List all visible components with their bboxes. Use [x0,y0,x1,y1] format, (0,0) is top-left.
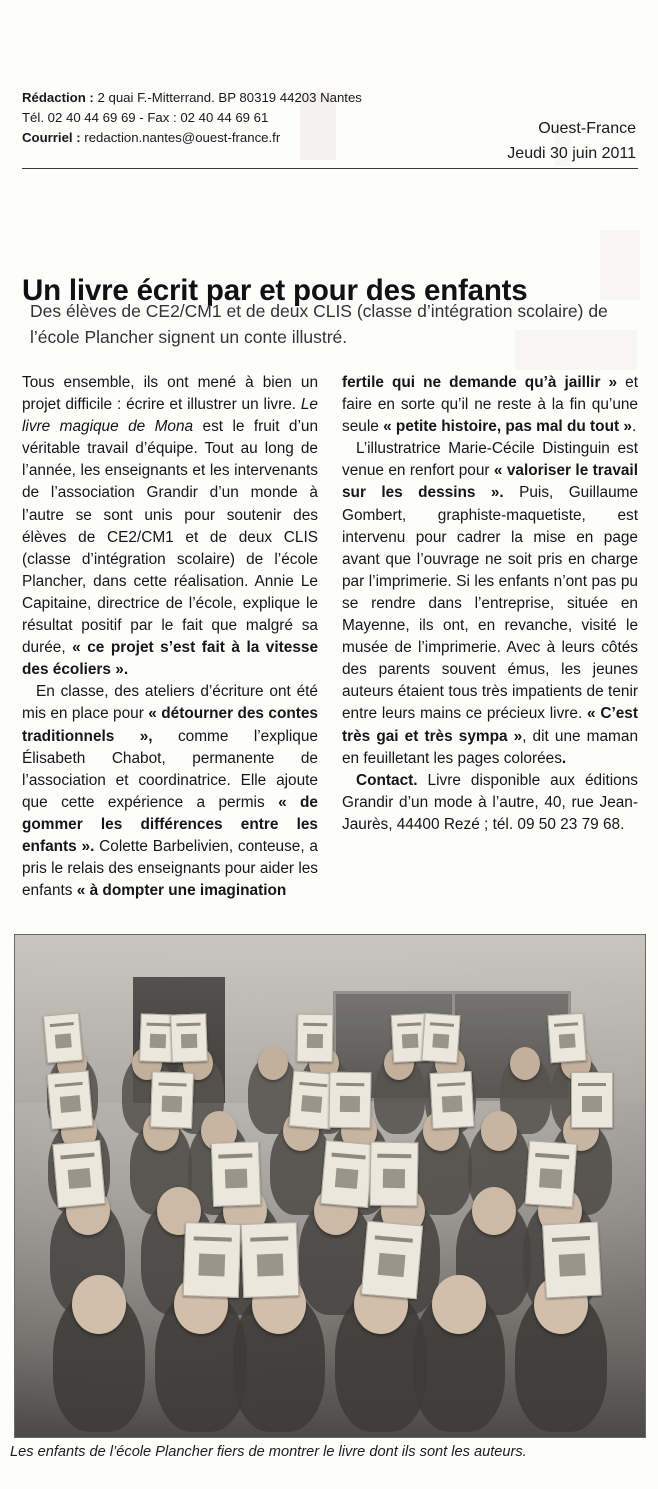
page-title: Un livre écrit par et pour des enfants [22,273,528,307]
photo-book [52,1140,105,1208]
text-run: « de gommer les différences entre les enfants ». [22,793,318,855]
photo-book [183,1222,242,1298]
masthead-phone-line: Tél. 02 40 44 69 69 - Fax : 02 40 44 69 61 [22,110,269,125]
masthead [22,88,636,166]
text-run: Le livre magique de Mona [22,396,318,436]
text-run: L’illustratrice Marie-Cécile Distinguin est venue en renfort pour [342,440,638,480]
photo-book [547,1013,586,1063]
address-label: Rédaction : [22,90,94,105]
masthead-contact-block [22,88,362,148]
photo-book [329,1072,372,1129]
text-run: et faire en sorte qu’il ne reste à la fin qu’une seule [342,374,638,436]
masthead-identity-block [507,88,636,166]
photo-book [47,1070,94,1129]
header-divider [22,168,638,169]
photo-book [170,1013,208,1062]
photo-person-head [72,1275,126,1334]
text-run: . [561,749,567,767]
photo-book [361,1221,423,1300]
masthead-address-line [22,88,362,108]
photo-book [542,1222,602,1299]
article-column-left [22,372,318,902]
text-run: En classe, des ateliers d’écriture ont été mis en place pour [22,683,318,723]
photo-book [150,1071,194,1128]
photo-person-head [258,1047,288,1080]
masthead-email-line [22,128,362,148]
article-photo [14,934,646,1438]
article-paragraph [342,372,638,438]
photo-person-head [510,1047,540,1080]
publication-date: Jeudi 30 juin 2011 [507,145,636,162]
text-run: . [631,418,637,436]
text-run: « détourner des contes traditionnels », [22,705,318,745]
article-body [22,372,638,902]
article-paragraph [342,770,638,836]
text-run: « à dompter une imagination [76,882,287,900]
photo-book [525,1141,577,1208]
photo-book [571,1072,613,1128]
article-paragraph [22,681,318,902]
photo-book [369,1142,418,1207]
photo-book [430,1071,475,1129]
text-run: « C’est très gai et très sympa » [342,705,638,745]
photo-book [421,1013,460,1063]
photo-book [43,1012,83,1063]
photo-person-head [432,1275,486,1334]
text-run: Contact. [356,771,418,789]
photo-caption: Les enfants de l’école Plancher fiers de montrer le livre dont ils sont les auteurs. [10,1444,527,1460]
paper-name: Ouest-France [538,120,636,137]
text-run: comme l’explique Élisabeth Chabot, permanente de l’association et coordinatrice. Elle ajoute que cette expérience a permis [22,727,318,811]
photo-book [211,1142,261,1208]
article-column-right [342,372,638,902]
text-run: « petite histoire, pas mal du tout » [383,418,632,436]
text-run: « valoriser le travail sur les dessins ». [342,462,638,502]
email-value: redaction.nantes@ouest-france.fr [84,130,281,145]
photo-person-head [472,1187,516,1235]
photo-book [241,1222,300,1298]
photo-book [320,1140,373,1208]
text-run: Livre disponible aux éditions Grandir d’un mode à l’autre, 40, rue Jean-Jaurès, 44400 Rezé ; tél. 09 50 23 79 68. [342,771,638,833]
article-paragraph [342,438,638,769]
article-paragraph [22,372,318,681]
text-run: Puis, Guillaume Gombert, graphiste-maquetiste, est intervenu pour cadrer la mise en page avant que l’ouvrage ne soit pris en charge par l’imprimerie. Si les enfants n’ont pas pu se rendre dans l’entreprise, située en Mayenne, ils ont, en revanche, visité le musée de l’imprimerie. Avec à leurs côtés des parents souvent émus, les jeunes auteurs étaient tous très impatients de tenir entre leurs mains ce précieux livre. [342,484,639,723]
address-value: 2 quai F.-Mitterrand. BP 80319 44203 Nantes [97,90,362,105]
text-run: « ce projet s’est fait à la vitesse des écoliers ». [22,639,319,679]
photo-book [297,1014,334,1063]
text-run: Tous ensemble, ils ont mené à bien un projet difficile : écrire et illustrer un livre. [22,374,318,414]
text-run: est le fruit d’un véritable travail d’équipe. Tout au long de l’année, les enseignants et les intervenants de l’association Grandir d’un monde à l’autre se sont unis pour soutenir des élèves de CE2/CM1 et de deux CLIS (classe d’intégration scolaire) de l’école Plancher, dans cette réalisation. Annie Le Capitaine, directrice de l’école, explique le résultat positif par le fait que malgré sa durée, [22,418,319,657]
text-run: fertile qui ne demande qu’à jaillir » [342,374,618,391]
email-label: Courriel : [22,130,81,145]
article-standfirst: Des élèves de CE2/CM1 et de deux CLIS (classe d’intégration scolaire) de l’école Plancher signent un conte illustré. [30,301,608,347]
text-run: Colette Barbelivien, conteuse, a pris le relais des enseignants pour aider les enfants [22,837,319,900]
text-run: , dit une maman en feuilletant les pages colorées [342,727,638,767]
photo-person-head [481,1111,517,1151]
